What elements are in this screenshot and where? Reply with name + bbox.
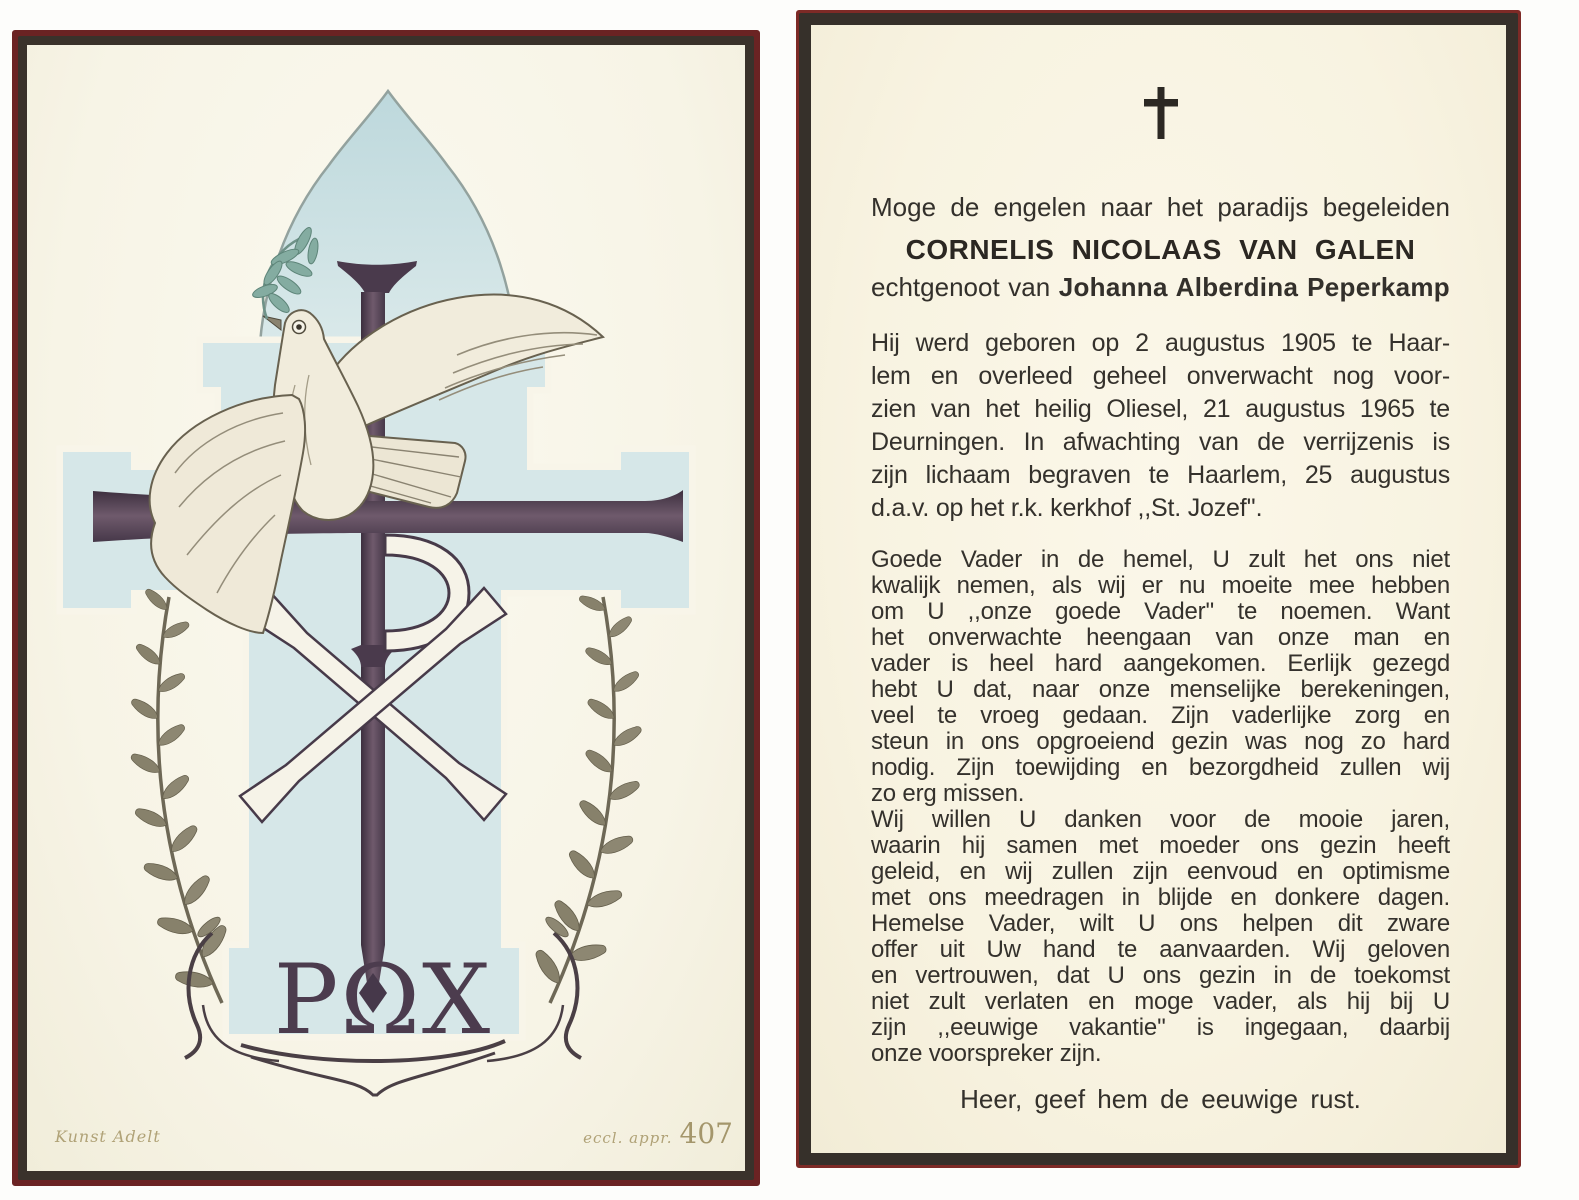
text-line: lem en overleed geheel onverwacht nog voor- (871, 362, 1450, 390)
text-line: met ons meedragen in blijde en donkere dagen. (871, 885, 1450, 911)
text-line: steun in ons opgroeiend gezin was nog zo hard (871, 729, 1450, 755)
text-line: Hij werd geboren op 2 augustus 1905 te Haar- (871, 329, 1450, 357)
closing-prayer: Heer, geef hem de eeuwige rust. (960, 1084, 1361, 1114)
text-line: zijn ,,eeuwige vakantie'' is ingegaan, daarbij (871, 1015, 1450, 1041)
text-line: Deurningen. In afwachting van de verrijzenis is (871, 428, 1450, 456)
text-line: kwalijk nemen, als wij er nu moeite mee hebben (871, 573, 1450, 599)
text-line: offer uit Uw hand te aanvaarden. Wij geloven (871, 937, 1450, 963)
text-line: Goede Vader in de hemel, U zult het ons niet (871, 547, 1450, 573)
approval-label: eccl. appr. (583, 1129, 673, 1147)
memorial-text-paper (799, 13, 1518, 1165)
text-line: het onverwachte heengaan van onze man en (871, 625, 1450, 651)
paragraph (871, 807, 1450, 1067)
text-line: geleid, en wij zullen zijn eenvoud en optimisme (871, 859, 1450, 885)
text-line: Hemelse Vader, wilt U ons helpen dit zware (871, 911, 1450, 937)
text-line: om U ,,onze goede Vader'' te noemen. Want (871, 599, 1450, 625)
ecclesiastical-approval (583, 1117, 733, 1150)
text-line: zo erg missen. (871, 781, 1025, 807)
illustration-page (12, 30, 760, 1186)
memorial-illustration (27, 45, 745, 1171)
text-line: waarin hij samen met moeder ons gezin heeft (871, 833, 1450, 859)
text-line: onze voorspreker zijn. (871, 1041, 1102, 1067)
palm-branch-right-icon (532, 593, 644, 1003)
memorial-text-page (796, 10, 1521, 1168)
text-line: vader is heel hard aangekomen. Eerlijk gezegd (871, 651, 1450, 677)
illustration-page-paper (18, 36, 754, 1180)
text-line: d.a.v. op het r.k. kerkhof ,,St. Jozef''. (871, 494, 1263, 522)
spouse-line (871, 271, 1450, 303)
pax-text: PΩX (273, 944, 493, 1056)
publisher-credit: Kunst Adelt (55, 1127, 161, 1146)
text-line: Wij willen U danken voor de mooie jaren, (871, 807, 1450, 833)
text-line: zien van het heilig Oliesel, 21 augustus 1965 te (871, 395, 1450, 423)
text-line: hebt U dat, naar onze menselijke berekeningen, (871, 677, 1450, 703)
approval-number: 407 (679, 1117, 733, 1150)
text-line: nodig. Zijn toewijding en bezorgdheid zullen wij (871, 755, 1450, 781)
palm-branch-left-icon (129, 586, 230, 1003)
memorial-paragraphs (871, 327, 1450, 1067)
text-line: zijn lichaam begraven te Haarlem, 25 augustus (871, 461, 1450, 489)
spouse-prefix: echtgenoot van (871, 272, 1051, 302)
paragraph (871, 327, 1450, 525)
deceased-name: CORNELIS NICOLAAS VAN GALEN (905, 234, 1416, 265)
text-line: niet zult verlaten en moge vader, als hij bij U (871, 989, 1450, 1015)
spouse-name: Johanna Alberdina Peperkamp (1058, 272, 1450, 302)
text-line: veel te vroeg gedaan. Zijn vaderlijke zorg en (871, 703, 1450, 729)
paragraph (871, 547, 1450, 807)
intro-line: Moge de engelen naar het paradijs begeleiden (871, 192, 1450, 222)
text-line: en vertrouwen, dat U ons gezin in de toekomst (871, 963, 1450, 989)
latin-cross-icon (1141, 87, 1181, 139)
dove-eye (296, 324, 302, 330)
